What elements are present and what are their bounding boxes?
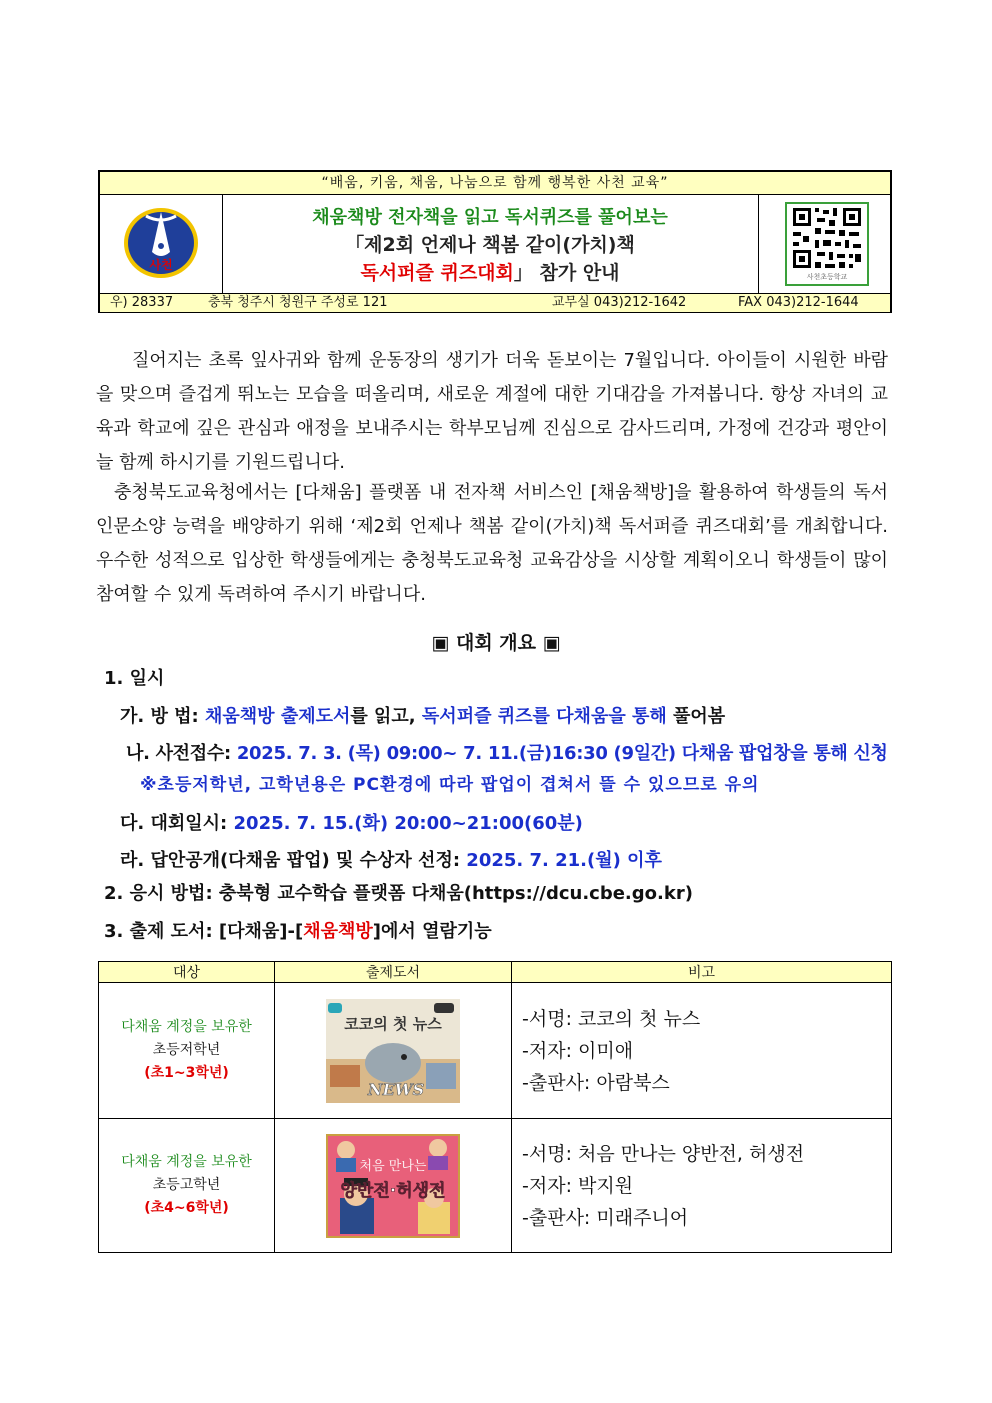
school-logo-icon [100, 194, 222, 293]
book-cover-cell [275, 983, 512, 1119]
school-address: 충북 청주시 청원구 주성로 121 [208, 295, 388, 310]
title-line-3-red: 독서퍼즐 퀴즈대회 [360, 262, 514, 284]
book-title: -서명: 코코의 첫 뉴스 [522, 1007, 701, 1030]
school-motto: “배움, 키움, 채움, 나눔으로 함께 행복한 사천 교육” [100, 172, 890, 195]
office-phone: 교무실 043)212-1642 [552, 295, 687, 310]
item-3-books [104, 917, 492, 943]
book-author: -저자: 이미애 [522, 1039, 634, 1062]
col-note: 비고 [512, 962, 892, 983]
book-info-cell [512, 983, 892, 1119]
table-row [99, 983, 892, 1119]
target-account: 다채움 계정을 보유한 [121, 1154, 252, 1170]
table-header-row [99, 962, 892, 983]
popup-warning-note: ※초등저학년, 고학년용은 PC환경에 따라 팝업이 겹쳐서 뜰 수 있으므로 유의 [140, 775, 760, 795]
school-logo-cell [100, 194, 223, 293]
title-line-3 [222, 259, 758, 287]
cover-sub: NEWS [367, 1079, 425, 1099]
item-d-label: 라. 답안공개(다채움 팝업) 및 수상자 선정: [120, 850, 467, 871]
logo-text: 사천 [149, 258, 173, 272]
target-grade: 초등고학년 [152, 1177, 221, 1193]
title-line-3-black: 」 참가 안내 [513, 262, 620, 284]
item-c-contest-date [120, 809, 583, 835]
item-a-end: 풀어봄 [666, 706, 726, 727]
book-cover-cell [275, 1119, 512, 1253]
greeting-paragraph: 질어지는 초록 잎사귀와 함께 운동장의 생기가 더욱 돋보이는 7월입니다. 아이들이 시원한 바람을 맞으며 즐겁게 뛰노는 모습을 떠올리며, 새로운 계절에 대한 기대감을 가져봅니다. 항상 자녀의 교육과 학교에 깊은 관심과 애정을 보내주시는 학부모님께 진심으로 감사드리며, 가정에 건강과 평안이 늘 함께 하시기를 기원드립니다. [96, 350, 888, 473]
book-publisher: -출판사: 미래주니어 [522, 1206, 689, 1229]
item-3-red: 채움책방 [303, 921, 373, 942]
book-publisher: -출판사: 아람북스 [522, 1071, 670, 1094]
target-range: (초4~6학년) [144, 1200, 229, 1216]
target-account: 다채움 계정을 보유한 [121, 1019, 252, 1035]
qr-cell [758, 194, 891, 293]
title-line-2: 「제2회 언제나 책봄 같이(가치)책 [345, 234, 635, 256]
book-title: -서명: 처음 만나는 양반전, 허생전 [522, 1142, 805, 1165]
target-range: (초1~3학년) [144, 1065, 229, 1081]
item-b-label: 나. 사전접수: [126, 743, 237, 764]
col-target: 대상 [99, 962, 275, 983]
item-b-value: 2025. 7. 3. (목) 09:00~ 7. 11.(금)16:30 (9일간) 다채움 팝업창을 통해 신청 [236, 743, 888, 764]
document-title [222, 194, 758, 293]
target-cell [99, 1119, 275, 1253]
item-1-schedule: 1. 일시 [104, 668, 165, 689]
intro-paragraph: 충청북도교육청에서는 [다채움] 플랫폼 내 전자책 서비스인 [채움책방]을 활용하여 학생들의 독서인문소양 능력을 배양하기 위해 ‘제2회 언제나 책봄 같이(가치)책 독서퍼즐 퀴즈대회’를 개최합니다. 우수한 성적으로 입상한 학생들에게는 충청북도교육청 교육감상을 시상할 계획이오니 학생들이 많이 참여할 수 있게 독려하여 주시기 바랍니다. [96, 482, 888, 605]
item-a-mid: 를 읽고, [350, 706, 422, 727]
book-cover-image[interactable] [326, 1134, 460, 1238]
item-d-answer-release [120, 846, 662, 872]
item-a-blue-2: 독서퍼즐 퀴즈를 다채움을 통해 [421, 706, 667, 727]
item-a-blue-1: 채움책방 출제도서 [205, 706, 351, 727]
qr-code-icon[interactable] [785, 202, 869, 286]
item-c-value: 2025. 7. 15.(화) 20:00~21:00(60분) [233, 813, 583, 834]
book-table [98, 961, 892, 1253]
target-cell [99, 983, 275, 1119]
postal-code: 우) 28337 [110, 295, 174, 310]
qr-caption: 사천초등학교 [806, 273, 848, 281]
book-author: -저자: 박지원 [522, 1174, 634, 1197]
item-d-value: 2025. 7. 21.(월) 이후 [466, 850, 662, 871]
col-book: 출제도서 [275, 962, 512, 983]
title-line-1: 채움책방 전자책을 읽고 독서퀴즈를 풀어보는 [312, 207, 668, 228]
item-a-label: 가. 방 법: [120, 706, 205, 727]
item-3-post: ]에서 열람기능 [372, 921, 492, 942]
item-3-pre: 3. 출제 도서: [다채움]-[ [104, 921, 304, 942]
table-row [99, 1119, 892, 1253]
letterhead [98, 170, 892, 313]
fax-number: FAX 043)212-1644 [738, 295, 859, 310]
book-info-cell [512, 1119, 892, 1253]
target-grade: 초등저학년 [152, 1042, 221, 1058]
cover-title: 코코의 첫 뉴스 [344, 1014, 442, 1033]
cover-sub: 양반전·허생전 [340, 1180, 446, 1201]
book-cover-image[interactable] [326, 999, 460, 1103]
item-a-method [120, 702, 725, 728]
cover-title: 처음 만나는 [359, 1158, 427, 1174]
item-b-registration [126, 739, 888, 765]
item-c-label: 다. 대회일시: [120, 813, 234, 834]
item-2-method: 2. 응시 방법: 충북형 교수학습 플랫폼 다채움(https://dcu.cbe.go.kr) [104, 883, 693, 904]
address-bar [100, 293, 890, 312]
overview-title: ▣ 대회 개요 ▣ [431, 632, 561, 654]
